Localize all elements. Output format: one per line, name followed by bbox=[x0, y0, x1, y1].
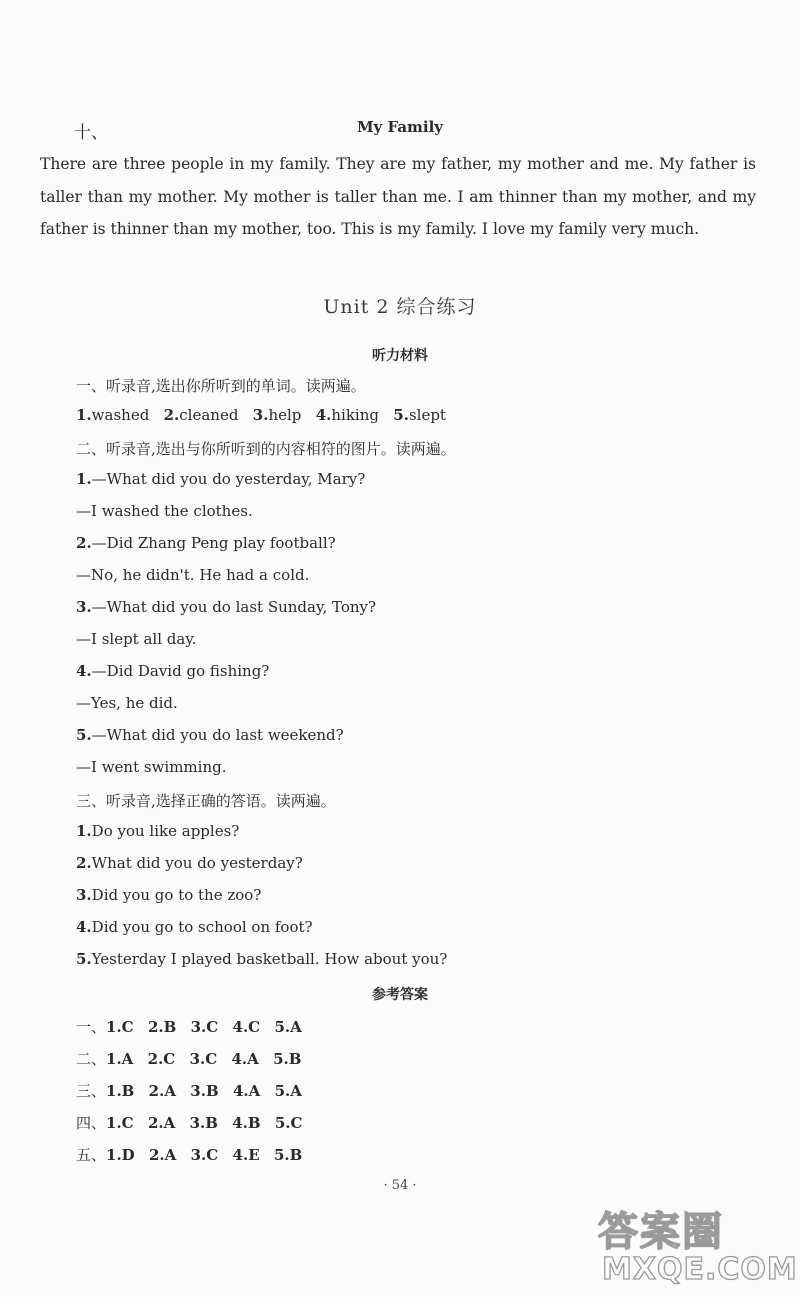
part2-instruction: 二、听录音,选出与你所听到的内容相符的图片。读两遍。 bbox=[76, 440, 456, 458]
page-number: · 54 · bbox=[383, 1178, 417, 1193]
answers-heading: 参考答案 bbox=[372, 987, 428, 1003]
dialogue-question: 4.—Did David go fishing? bbox=[76, 662, 270, 680]
word-item: 3.help bbox=[252, 406, 302, 424]
dialogue-answer: —I washed the clothes. bbox=[76, 502, 253, 520]
question-item: 3.Did you go to the zoo? bbox=[76, 886, 262, 904]
answer-row: 二、1.A 2.C 3.C 4.A 5.B bbox=[76, 1050, 302, 1068]
listening-heading: 听力材料 bbox=[372, 348, 428, 364]
dialogue-answer: —I went swimming. bbox=[76, 758, 227, 776]
watermark-logo bbox=[592, 1200, 798, 1290]
question-item: 1.Do you like apples? bbox=[76, 822, 240, 840]
question-item: 5.Yesterday I played basketball. How about you? bbox=[76, 950, 448, 968]
unit-title: Unit 2 综合练习 bbox=[323, 296, 477, 318]
word-item: 2.cleaned bbox=[163, 406, 239, 424]
dialogue-question: 2.—Did Zhang Peng play football? bbox=[76, 534, 336, 552]
answer-row: 五、1.D 2.A 3.C 4.E 5.B bbox=[76, 1146, 303, 1164]
word-item: 5.slept bbox=[393, 406, 446, 424]
dialogue-answer: —No, he didn't. He had a cold. bbox=[76, 566, 310, 584]
word-item: 4.hiking bbox=[315, 406, 379, 424]
part1-words bbox=[76, 406, 446, 424]
watermark-text: 答案圈 bbox=[598, 1209, 724, 1255]
word-item: 1.washed bbox=[76, 406, 150, 424]
dialogue-question: 5.—What did you do last weekend? bbox=[76, 726, 344, 744]
dialogue-question: 3.—What did you do last Sunday, Tony? bbox=[76, 598, 377, 616]
dialogue-answer: —I slept all day. bbox=[76, 630, 197, 648]
dialogue-question: 1.—What did you do yesterday, Mary? bbox=[76, 470, 366, 488]
answer-row: 三、1.B 2.A 3.B 4.A 5.A bbox=[76, 1082, 302, 1100]
part1-instruction: 一、听录音,选出你所听到的单词。读两遍。 bbox=[76, 377, 366, 395]
essay-title: My Family bbox=[356, 118, 444, 136]
essay-paragraph: There are three people in my family. They are my father, my mother and me. My father is taller than my mother. My mother is taller than me. I am thinner than my mother, and my father is thinner than my mother, too. This is my family. I love my family very much. bbox=[40, 155, 756, 238]
answer-row: 一、1.C 2.B 3.C 4.C 5.A bbox=[76, 1018, 302, 1036]
question-item: 4.Did you go to school on foot? bbox=[76, 918, 313, 936]
section-number: 十、 bbox=[74, 123, 108, 143]
part3-instruction: 三、听录音,选择正确的答语。读两遍。 bbox=[76, 792, 336, 810]
question-item: 2.What did you do yesterday? bbox=[76, 854, 303, 872]
answer-row: 四、1.C 2.A 3.B 4.B 5.C bbox=[76, 1114, 303, 1132]
watermark-url: MXQE.COM bbox=[602, 1252, 798, 1287]
dialogue-answer: —Yes, he did. bbox=[76, 694, 178, 712]
